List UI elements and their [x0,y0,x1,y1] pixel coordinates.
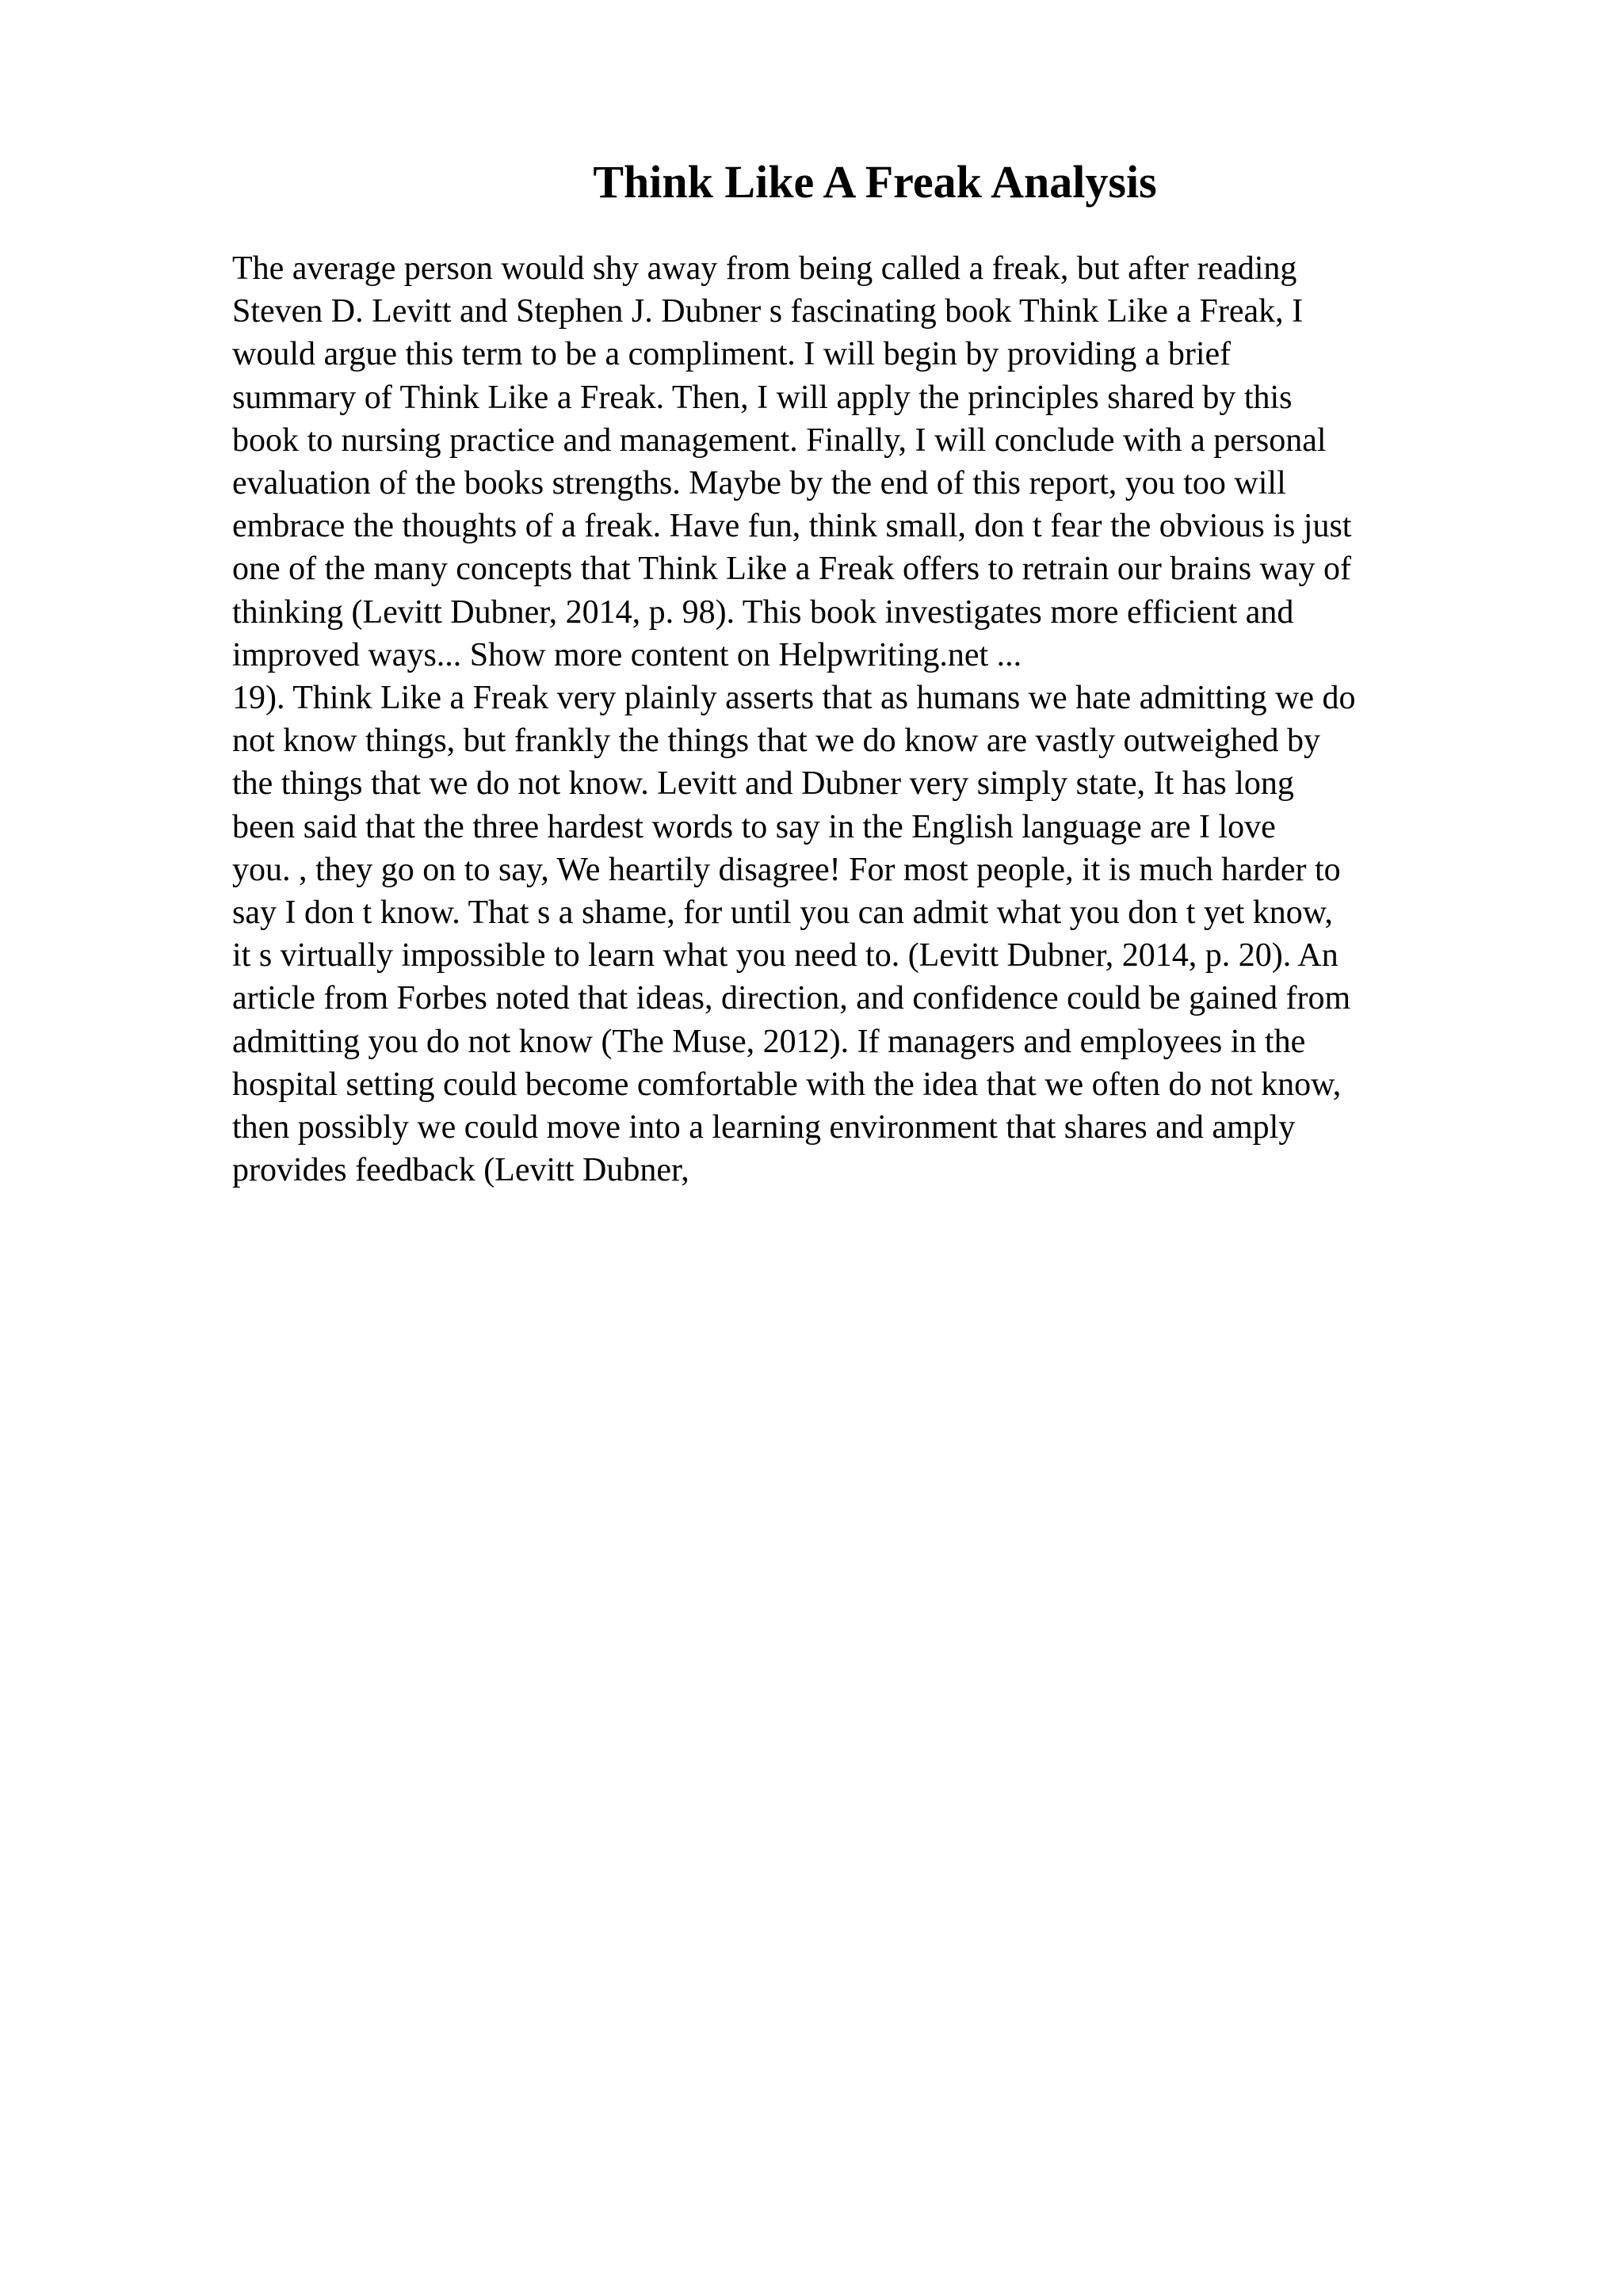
body-line-20: hospital setting could become comfortable with the idea that we often do not know, [232,1066,1342,1103]
body-line-18: article from Forbes noted that ideas, direction, and confidence could be gained from [232,980,1351,1017]
body-line-7: embrace the thoughts of a freak. Have fun, think small, don t fear the obvious is just [232,508,1352,545]
body-line-3: would argue this term to be a compliment. I will begin by providing a brief [232,336,1232,373]
body-line-21: then possibly we could move into a learning environment that shares and amply [232,1109,1296,1146]
body-line-6: evaluation of the books strengths. Maybe by the end of this report, you too will [232,465,1286,502]
body-line-4: summary of Think Like a Freak. Then, I will apply the principles shared by this [232,379,1293,416]
body-line-8: one of the many concepts that Think Like a Freak offers to retrain our brains way of [232,551,1352,588]
body-line-19: admitting you do not know (The Muse, 2012). If managers and employees in the [232,1023,1306,1060]
body-line-15: you. , they go on to say, We heartily disagree! For most people, it is much harder to [232,851,1341,888]
body-line-13: the things that we do not know. Levitt and Dubner very simply state, It has long [232,765,1294,803]
body-line-16: say I don t know. That s a shame, for until you can admit what you don t yet know, [232,894,1333,932]
body-line-1: The average person would shy away from being called a freak, but after reading [232,250,1297,287]
body-line-9: thinking (Levitt Dubner, 2014, p. 98). This book investigates more efficient and [232,593,1294,631]
body-line-14: been said that the three hardest words to say in the English language are I love [232,808,1276,845]
body-line-22: provides feedback (Levitt Dubner, [232,1152,689,1189]
body-line-17: it s virtually impossible to learn what you need to. (Levitt Dubner, 2014, p. 20). An [232,937,1338,974]
body-line-10: improved ways... Show more content on Helpwriting.net ... [232,636,1022,673]
document-body [232,247,1500,1192]
body-line-11: 19). Think Like a Freak very plainly asserts that as humans we hate admitting we do [232,680,1356,717]
body-line-5: book to nursing practice and management. Finally, I will conclude with a personal [232,421,1327,459]
document-title: Think Like A Freak Analysis [593,156,1157,208]
body-line-2: Steven D. Levitt and Stephen J. Dubner s fascinating book Think Like a Freak, I [232,293,1304,330]
body-line-12: not know things, but frankly the things that we do know are vastly outweighed by [232,723,1320,760]
